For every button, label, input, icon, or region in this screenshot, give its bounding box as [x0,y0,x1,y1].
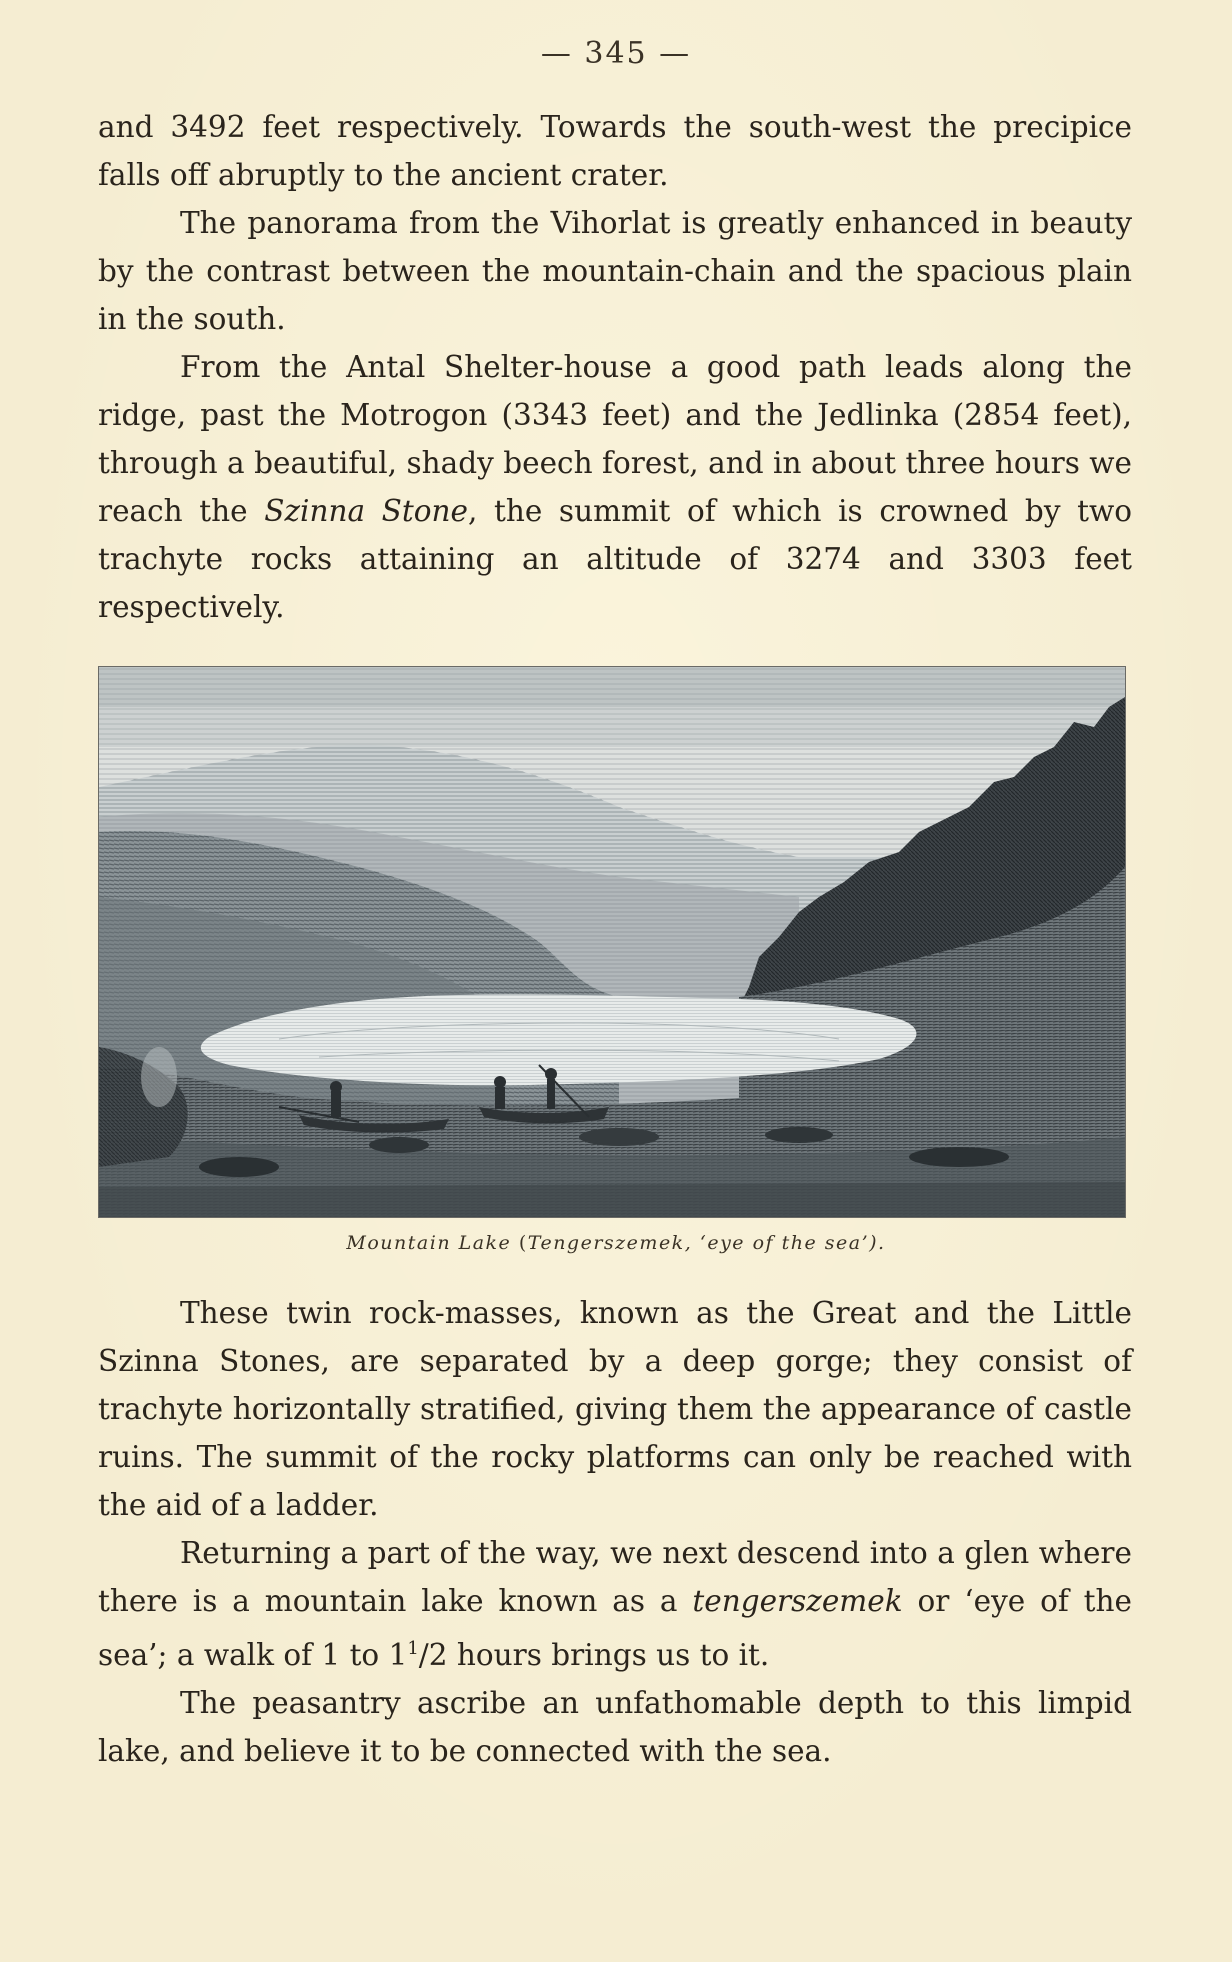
caption-part-4: , ‘eye of the sea’). [684,1232,886,1254]
caption-part-1: Mountain Lake [346,1232,512,1254]
szinna-stone-term: Szinna Stone [264,494,468,528]
text-block-bottom [98,1289,1132,1775]
paragraph-3 [98,343,1132,631]
fraction [407,1638,447,1672]
paragraph-6: The peasantry ascribe an unfathomable depth to this limpid lake, and believe it to be connected with the sea. [98,1685,1132,1768]
paragraph-3-text-end: , the summit of which is crowned by two trachyte rocks attaining an altitude of 3274 and 3303 feet respectively. [98,494,1132,624]
paragraph-5-text: Returning a part of the way, we next descend into a glen where there is a mountain lake known as a [98,1536,1132,1618]
text-block-top [98,103,1132,631]
paragraph-5-text-mid: or ‘eye of the sea’; a walk of 1 to 1 [98,1584,1132,1672]
tengerszemek-term: tengerszemek [692,1584,903,1618]
page-number: — 345 — [540,36,692,71]
paragraph-3-text: From the Antal Shelter-house a good path leads along the ridge, past the Motrogon (3343 feet) and the Jedlinka (2854 feet), through a beautiful, shady beech forest, and in about three hours we reach the [98,350,1132,528]
paragraph-5-text-end: hours brings us to it. [447,1637,770,1672]
fraction-rest: /2 [418,1637,448,1672]
paragraph-4: These twin rock-masses, known as the Great and the Little Szinna Stones, are separated by a deep gorge; they consist of trachyte horizontally stratified, giving them the appearance of castle ruins. The summit of the rocky platforms can only be reached with the aid of a ladder. [98,1296,1132,1522]
paragraph-1: and 3492 feet respectively. Towards the south-west the precipice falls off abruptly to the ancient crater. [98,110,1132,192]
paragraph-5 [98,1529,1132,1679]
figure-caption [0,1232,1232,1254]
caption-part-3: Tengerszemek [527,1232,685,1254]
paragraph-2: The panorama from the Vihorlat is greatly enhanced in beauty by the contrast between the mountain-chain and the spacious plain in the south. [98,206,1132,336]
fraction-numerator: 1 [407,1638,419,1659]
caption-part-2: ( [511,1232,528,1254]
mountain-lake-engraving [98,666,1126,1218]
